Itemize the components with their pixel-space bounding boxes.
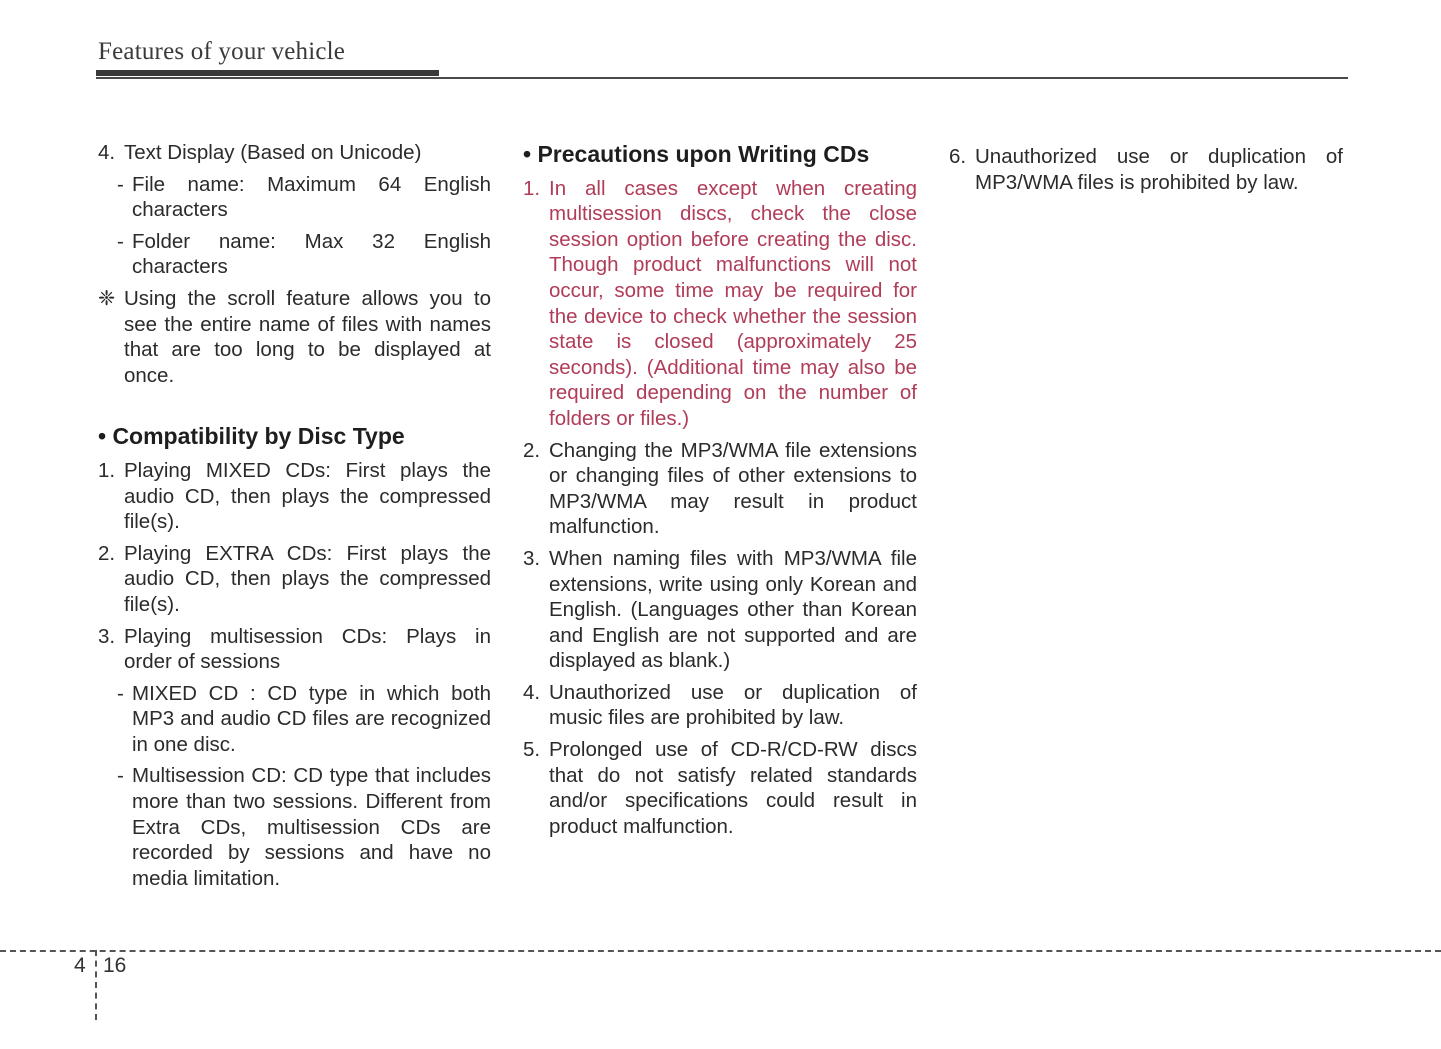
item-text: Changing the MP3/WMA file extensions or changing files of other extensions to MP3/WMA may result in product malfunction. bbox=[549, 438, 917, 539]
list-item bbox=[98, 541, 491, 618]
page-chapter-number: 4 bbox=[74, 954, 86, 977]
sub-item-dash: - bbox=[117, 229, 124, 253]
item-number: 1. bbox=[523, 176, 541, 200]
item-text: Unauthorized use or duplication of music files are prohibited by law. bbox=[549, 680, 917, 730]
page-number: 16 bbox=[103, 954, 127, 977]
sub-item-multisession-cd bbox=[117, 763, 491, 891]
list-item bbox=[98, 458, 491, 535]
list-item-text-display bbox=[98, 140, 491, 166]
note-text: Using the scroll feature allows you to see the entire name of files with names that are too long to be displayed at once. bbox=[124, 286, 491, 387]
column-right bbox=[949, 140, 1343, 201]
item-number: 3. bbox=[523, 546, 541, 570]
item-number: 4. bbox=[98, 141, 116, 164]
column-left bbox=[98, 140, 491, 897]
item-number: 2. bbox=[98, 541, 116, 565]
column-middle bbox=[523, 140, 917, 845]
item-text: Playing EXTRA CDs: First plays the audio CD, then plays the compressed file(s). bbox=[124, 541, 491, 616]
sub-item-dash: - bbox=[117, 764, 124, 788]
list-item bbox=[98, 624, 491, 675]
section-header-title: Features of your vehicle bbox=[98, 38, 346, 65]
item-text: Text Display (Based on Unicode) bbox=[124, 141, 422, 164]
header-rule bbox=[96, 77, 1348, 79]
item-number: 6. bbox=[949, 145, 967, 168]
footer-rule bbox=[0, 950, 1441, 952]
footer-divider bbox=[95, 950, 97, 1020]
list-item bbox=[523, 438, 917, 540]
item-text: When naming files with MP3/WMA file extensions, write using only Korean and English. (Languages other than Korean and English are not supported and are displayed as blank.) bbox=[549, 546, 917, 673]
item-text: In all cases except when creating multisession discs, check the close session option before creating the disc. Though product malfunctions will not occur, some time may be required for the device to check whether the session state is closed (approximately 25 seconds). (Additional time may also be required depending on the number of folders or files.) bbox=[549, 176, 917, 430]
sub-item-dash: - bbox=[117, 681, 124, 705]
item-text: Prolonged use of CD-R/CD-RW discs that do not satisfy related standards and/or specifications could result in product malfunction. bbox=[549, 738, 917, 838]
sub-item-text: File name: Maximum 64 English characters bbox=[132, 172, 491, 222]
header-rule-thick bbox=[96, 70, 439, 76]
list-item bbox=[523, 737, 917, 839]
sub-item-folder-name bbox=[117, 229, 491, 280]
note-scroll-feature bbox=[98, 286, 491, 388]
list-item bbox=[523, 546, 917, 674]
sub-item-text: Folder name: Max 32 English characters bbox=[132, 229, 491, 279]
list-item bbox=[523, 680, 917, 731]
item-number: 2. bbox=[523, 438, 541, 462]
item-number: 1. bbox=[98, 458, 116, 482]
heading-precautions: • Precautions upon Writing CDs bbox=[523, 141, 870, 167]
sub-item-mixed-cd bbox=[117, 681, 491, 758]
sub-item-text: Multisession CD: CD type that includes more than two sessions. Different from Extra CDs, multisession CDs are recorded by sessions and have no media limitation. bbox=[132, 764, 491, 890]
list-item bbox=[949, 144, 1343, 195]
sub-item-text: MIXED CD : CD type in which both MP3 and audio CD files are recognized in one disc. bbox=[132, 681, 491, 756]
item-text: Playing multisession CDs: Plays in order of sessions bbox=[124, 624, 491, 674]
note-mark-icon: ❈ bbox=[98, 286, 116, 310]
list-item-highlighted bbox=[523, 176, 917, 432]
item-number: 5. bbox=[523, 738, 541, 762]
item-number: 4. bbox=[523, 680, 541, 704]
sub-item-dash: - bbox=[117, 172, 124, 196]
item-text: Unauthorized use or duplication of MP3/WMA files is prohibited by law. bbox=[975, 145, 1343, 194]
item-text: Playing MIXED CDs: First plays the audio CD, then plays the compressed file(s). bbox=[124, 458, 491, 534]
sub-item-file-name bbox=[117, 172, 491, 223]
item-number: 3. bbox=[98, 624, 116, 648]
heading-compatibility: • Compatibility by Disc Type bbox=[98, 423, 405, 450]
